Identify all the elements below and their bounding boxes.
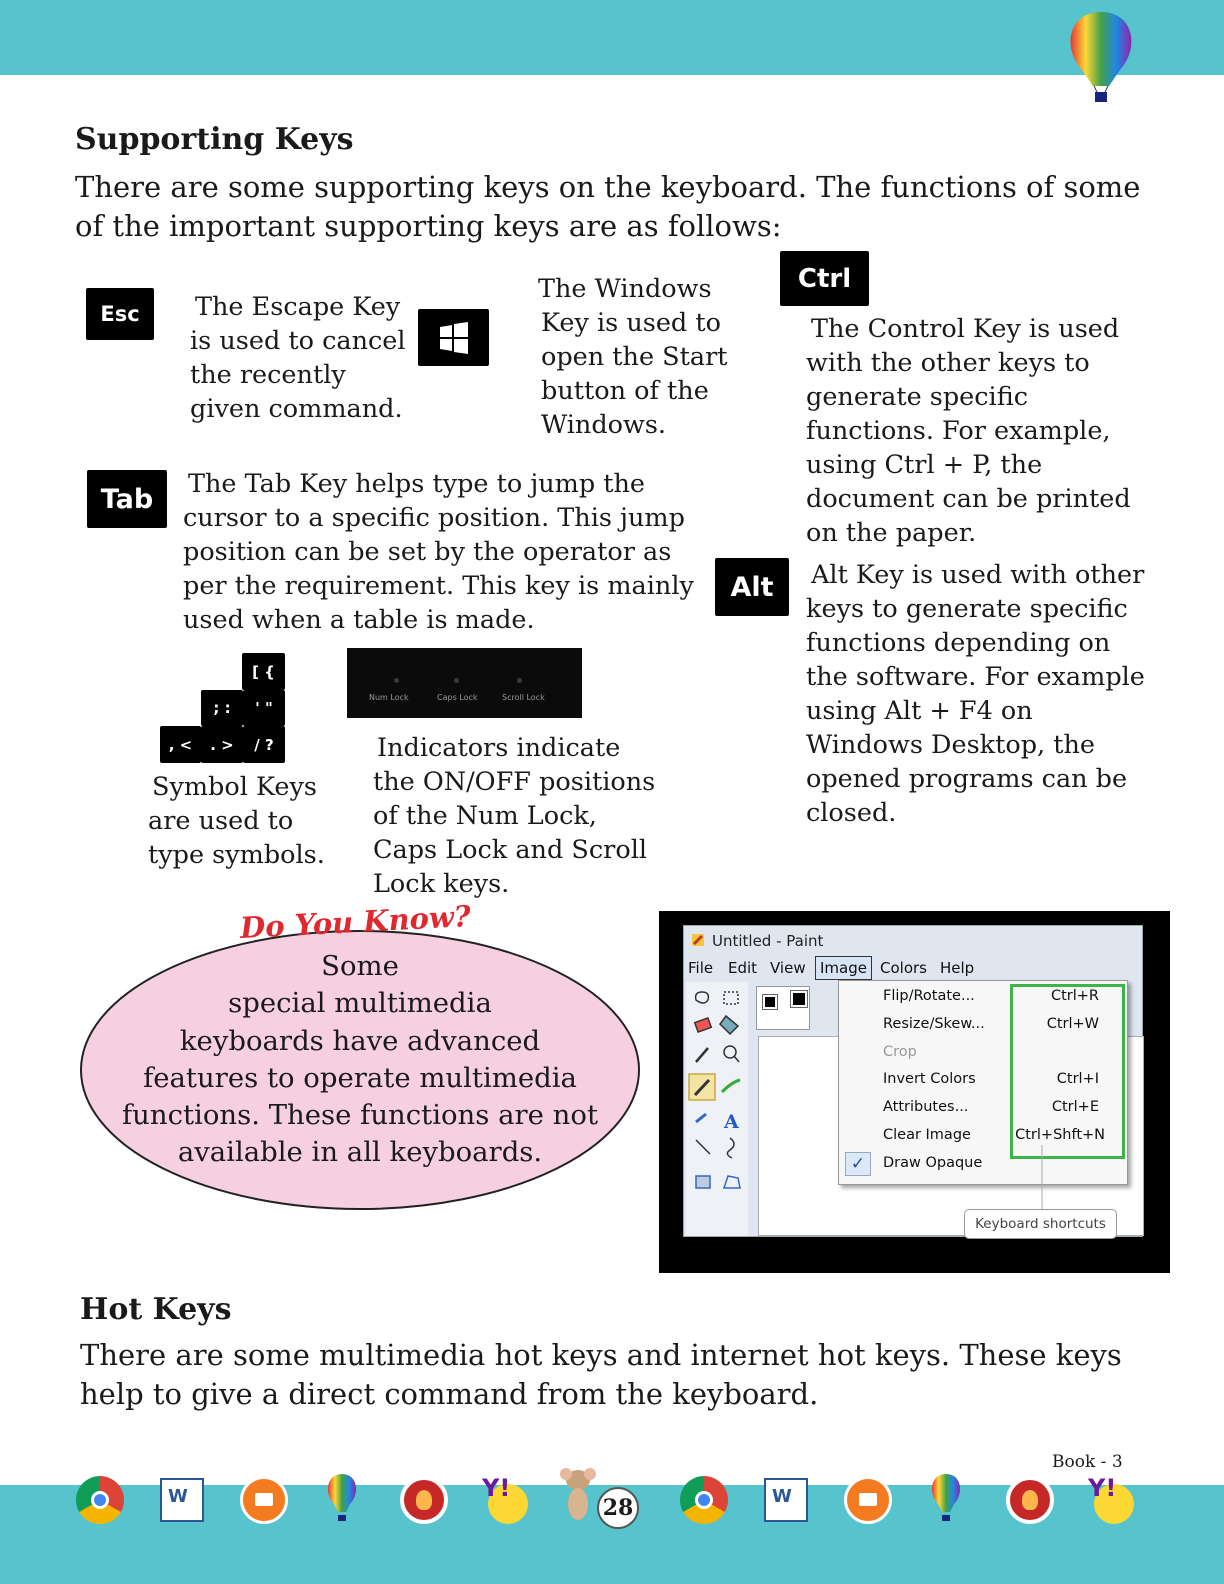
alt-key-image: Alt	[715, 558, 789, 616]
book-label: Book - 3	[1052, 1452, 1123, 1472]
rectangle-icon	[696, 1176, 710, 1188]
do-you-know-title: Do You Know?	[239, 898, 472, 946]
section-title-hot-keys: Hot Keys	[80, 1292, 232, 1327]
fire-icon	[1006, 1476, 1054, 1524]
header-bar	[0, 0, 1224, 75]
windows-key-description: The Windows Key is used to open the Start button of the Windows.	[538, 274, 728, 440]
windows-logo-icon	[437, 321, 471, 355]
chrome-icon	[680, 1476, 728, 1524]
checkmark-icon: ✓	[845, 1152, 871, 1176]
yahoo-messenger-icon: Y!	[480, 1472, 532, 1524]
briefcase-icon	[240, 1476, 288, 1524]
alt-key-description: Alt Key is used with other keys to generate specific functions depending on the software. For example using Alt + F4 on Windows Desktop, the opened programs can be closed.	[806, 560, 1145, 828]
paint-toolbox	[686, 982, 748, 1236]
tab-key-image: Tab	[87, 470, 167, 528]
hot-keys-intro: There are some multimedia hot keys and internet hot keys. These keys help to give a direct command from the keyboard.	[80, 1338, 1122, 1411]
eraser-icon	[695, 1018, 712, 1032]
menu-item-invert-colors[interactable]: Invert Colors Ctrl+I	[883, 1071, 1099, 1087]
section-title-supporting-keys: Supporting Keys	[75, 122, 354, 157]
menu-colors[interactable]: Colors	[880, 959, 927, 977]
curve-icon	[727, 1138, 734, 1158]
briefcase-icon	[844, 1476, 892, 1524]
menu-image[interactable]: Image	[815, 956, 872, 980]
text-tool-icon: A	[724, 1111, 739, 1133]
indicator-lights-image: Num Lock Caps Lock Scroll Lock	[347, 648, 582, 718]
menu-item-resize-skew[interactable]: Resize/Skew... Ctrl+W	[883, 1016, 1099, 1032]
fill-icon	[720, 1016, 738, 1034]
do-you-know-text: Some special multimedia keyboards have advanced features to operate multimedia functions. These functions are not available in all keyboards.	[121, 950, 598, 1169]
windows-key-image	[418, 309, 489, 366]
mouse-mascot-icon	[556, 1466, 600, 1530]
paint-window	[683, 925, 1143, 1237]
color-box[interactable]	[756, 986, 810, 1030]
menu-edit[interactable]: Edit	[728, 959, 758, 977]
word-icon: W	[160, 1478, 204, 1522]
menu-view[interactable]: View	[770, 959, 806, 977]
word-icon: W	[764, 1478, 808, 1522]
ctrl-key-image: Ctrl	[780, 251, 869, 306]
supporting-keys-intro: There are some supporting keys on the keyboard. The functions of some of the important supporting keys are as follows:	[75, 170, 1141, 243]
hot-air-balloon-small-icon	[322, 1472, 362, 1524]
chrome-icon	[76, 1476, 124, 1524]
hot-air-balloon-icon	[1058, 8, 1144, 108]
menu-file[interactable]: File	[688, 959, 714, 977]
keyboard-shortcuts-callout: Keyboard shortcuts	[964, 1209, 1117, 1239]
brush-icon	[722, 1080, 740, 1092]
free-select-icon	[696, 992, 709, 1003]
menu-help[interactable]: Help	[940, 959, 975, 977]
menu-item-attributes[interactable]: Attributes... Ctrl+E	[883, 1099, 1099, 1115]
polygon-icon	[724, 1176, 740, 1188]
hot-air-balloon-small-icon	[926, 1472, 966, 1524]
esc-key-image: Esc	[86, 288, 154, 340]
paint-title: Untitled - Paint	[712, 932, 824, 950]
yahoo-messenger-icon: Y!	[1086, 1472, 1138, 1524]
paint-app-icon	[690, 932, 706, 948]
menu-item-flip-rotate[interactable]: Flip/Rotate... Ctrl+R	[883, 988, 1099, 1004]
paint-menubar	[684, 956, 1142, 980]
symbol-keys-description: Symbol Keys are used to type symbols.	[148, 772, 325, 870]
airbrush-icon	[696, 1114, 706, 1122]
menu-item-draw-opaque[interactable]: ✓ Draw Opaque	[839, 1152, 1127, 1178]
menu-item-crop[interactable]: Crop	[883, 1044, 917, 1060]
fire-icon	[400, 1476, 448, 1524]
tab-key-description: The Tab Key helps type to jump the cursor to a specific position. This jump position can be set by the operator as per the requirement. This key is mainly used when a table is made.	[183, 469, 694, 635]
paint-screenshot	[659, 911, 1170, 1273]
ctrl-key-description: The Control Key is used with the other keys to generate specific functions. For example, using Ctrl + P, the document can be printed on the paper.	[806, 314, 1131, 548]
line-icon	[696, 1140, 710, 1154]
menu-item-clear-image[interactable]: Clear Image Ctrl+Shft+N	[883, 1127, 1105, 1143]
esc-key-description: The Escape Key is used to cancel the recently given command.	[190, 292, 406, 424]
image-menu-dropdown	[838, 980, 1128, 1185]
rect-select-icon	[724, 992, 738, 1004]
indicators-description: Indicators indicate the ON/OFF positions of the Num Lock, Caps Lock and Scroll Lock keys.	[373, 733, 656, 899]
picker-icon	[696, 1048, 708, 1062]
page-number: 28	[597, 1487, 639, 1529]
symbol-keys-image: [ { ; : ' " , < . > / ?	[160, 653, 287, 763]
